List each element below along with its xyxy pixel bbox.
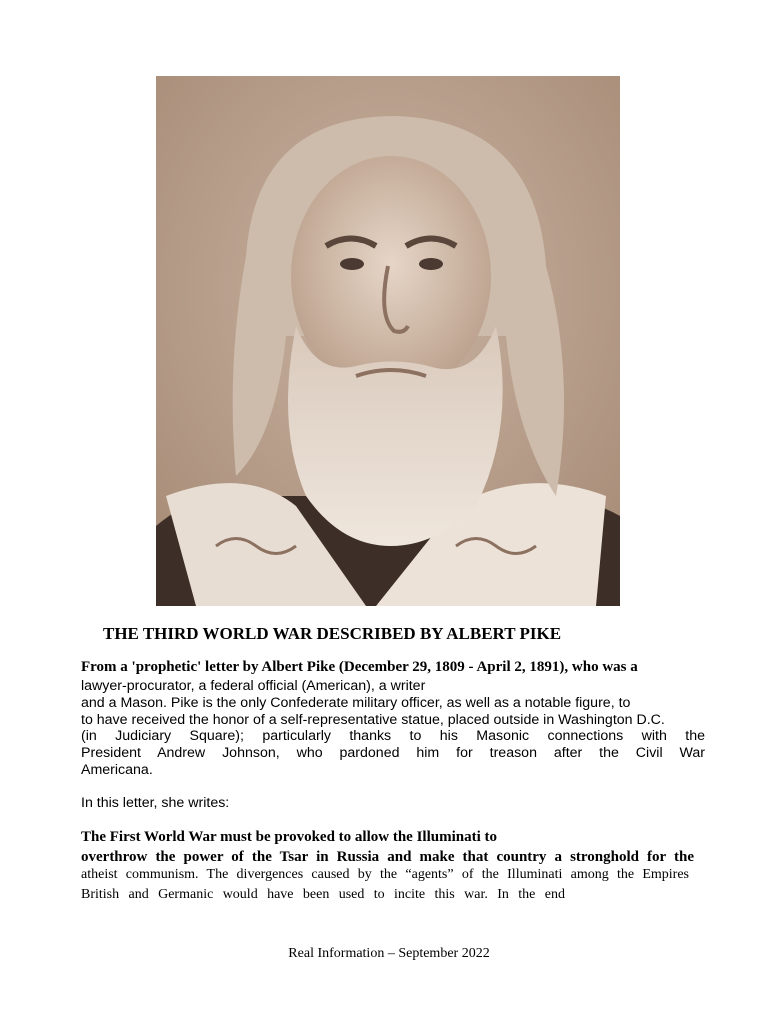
intro-line-5: (in Judiciary Square); particularly thanks to his Masonic connections with the	[81, 728, 705, 744]
letter-intro: In this letter, she writes:	[81, 795, 230, 811]
quote-line-4: British and Germanic would have been used to incite this war. In the end	[81, 887, 565, 902]
quote-line-3: atheist communism. The divergences caused by the “agents” of the Illuminati among the Empires	[81, 867, 689, 882]
intro-line-3: and a Mason. Pike is the only Confederate military officer, as well as a notable figure, to	[81, 695, 631, 711]
intro-line-4: to have received the honor of a self-representative statue, placed outside in Washington D.C.	[81, 712, 665, 728]
portrait-photo	[156, 76, 620, 606]
intro-line-2: lawyer-procurator, a federal official (American), a writer	[81, 678, 426, 694]
page-title: THE THIRD WORLD WAR DESCRIBED BY ALBERT PIKE	[103, 624, 562, 643]
portrait-photo-icon	[156, 76, 620, 606]
intro-line-7: Americana.	[81, 762, 153, 778]
page-footer: Real Information – September 2022	[288, 946, 490, 961]
quote-line-1: The First World War must be provoked to allow the Illuminati to	[81, 829, 498, 845]
intro-line-1: From a 'prophetic' letter by Albert Pike (December 29, 1809 - April 2, 1891), who was a	[81, 659, 638, 675]
intro-line-6: President Andrew Johnson, who pardoned him for treason after the Civil War	[81, 745, 705, 761]
quote-line-2: overthrow the power of the Tsar in Russia and make that country a stronghold for the	[81, 849, 694, 865]
